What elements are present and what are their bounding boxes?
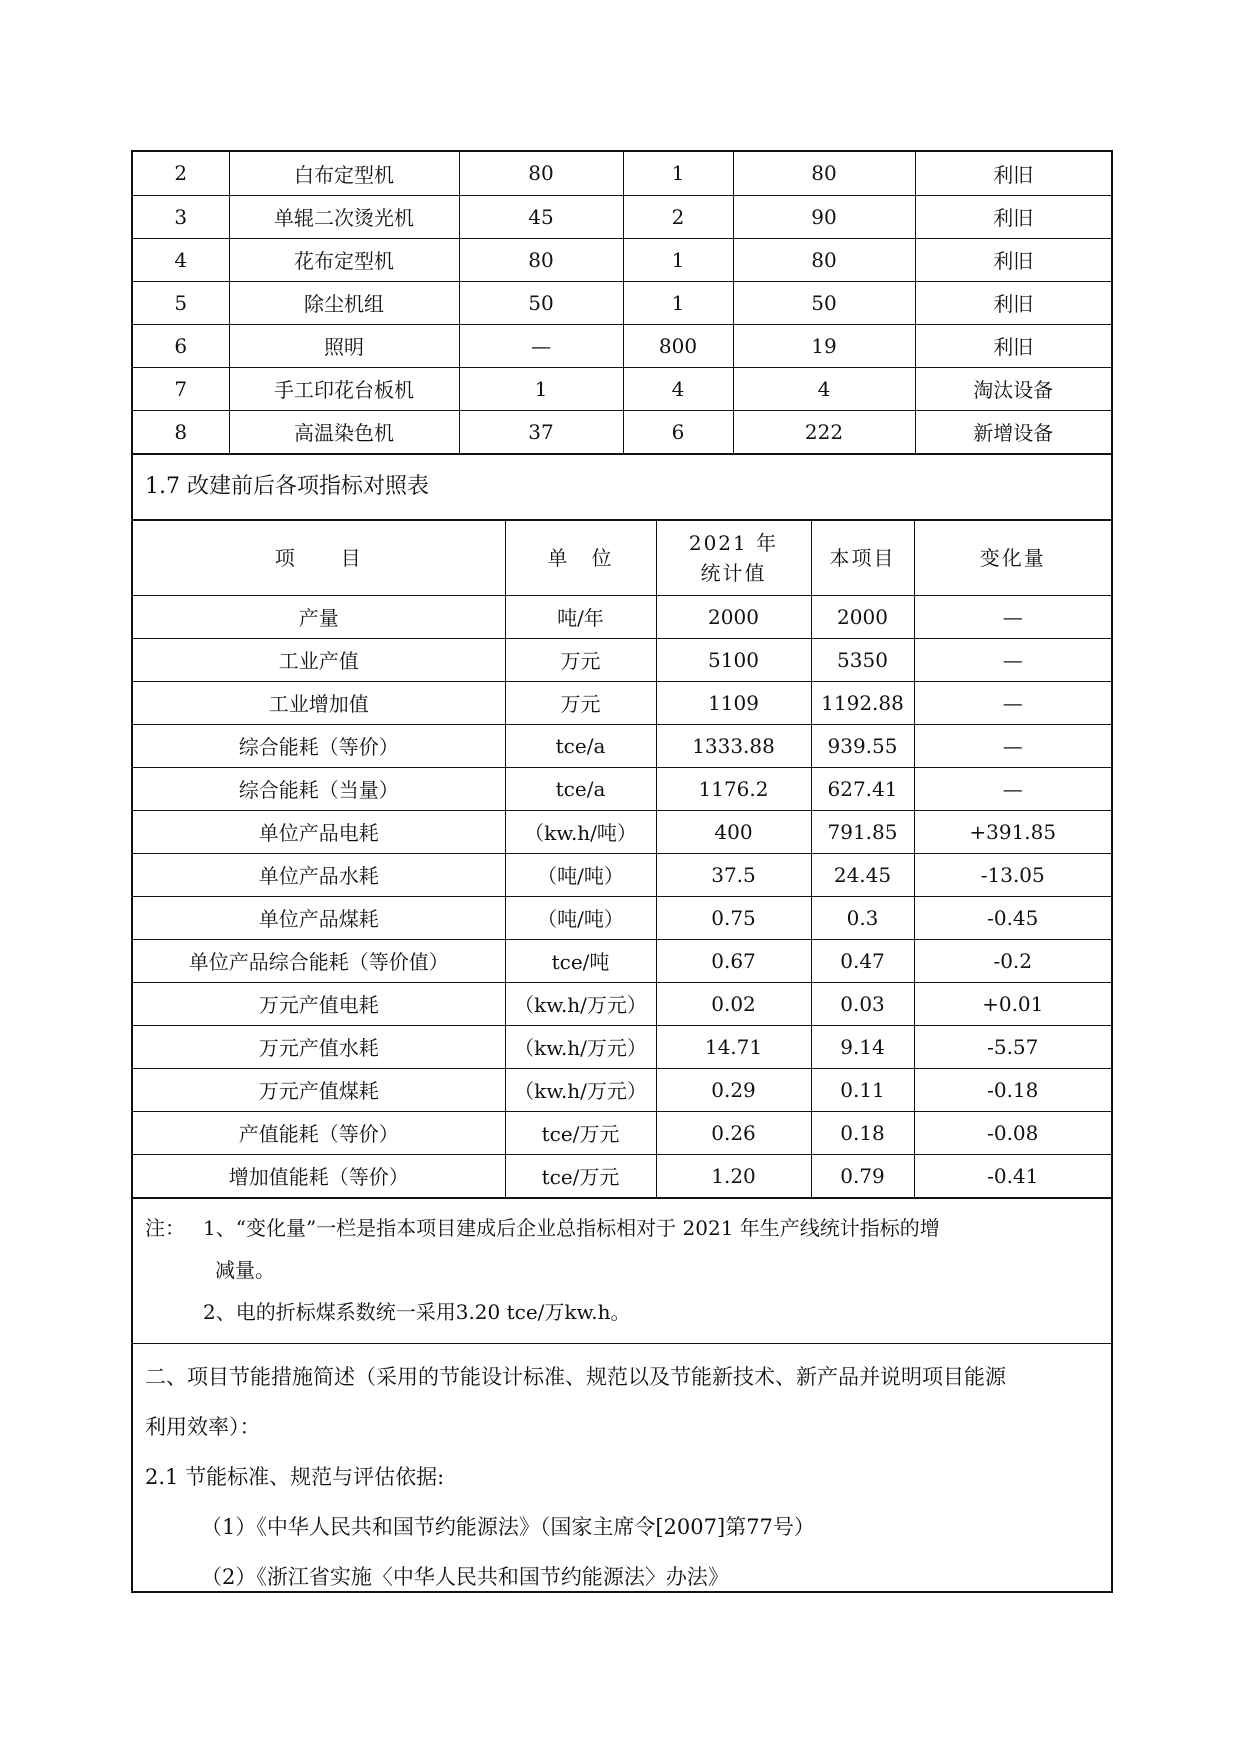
equipment-row bbox=[133, 152, 1111, 195]
comparison-row bbox=[133, 853, 1111, 896]
comparison-cell-change: — bbox=[914, 638, 1111, 681]
comparison-cell-unit: 万元 bbox=[505, 638, 656, 681]
comparison-cell-change: -0.45 bbox=[914, 896, 1111, 939]
equipment-cell-name: 照明 bbox=[229, 324, 459, 367]
comparison-row bbox=[133, 1154, 1111, 1197]
comparison-cell-stat: 14.71 bbox=[656, 1025, 811, 1068]
comparison-row bbox=[133, 1025, 1111, 1068]
equipment-row bbox=[133, 195, 1111, 238]
comparison-cell-project: 1192.88 bbox=[811, 681, 914, 724]
comparison-cell-stat: 1333.88 bbox=[656, 724, 811, 767]
comparison-cell-item: 单位产品煤耗 bbox=[133, 896, 505, 939]
equipment-cell-no: 7 bbox=[133, 367, 229, 410]
comparison-cell-item: 单位产品电耗 bbox=[133, 810, 505, 853]
comparison-cell-project: 0.03 bbox=[811, 982, 914, 1025]
comparison-cell-stat: 0.67 bbox=[656, 939, 811, 982]
equipment-cell-remark: 利旧 bbox=[915, 281, 1111, 324]
comparison-cell-project: 0.47 bbox=[811, 939, 914, 982]
equipment-cell-no: 8 bbox=[133, 410, 229, 453]
comparison-cell-unit: tce/吨 bbox=[505, 939, 656, 982]
equipment-cell-no: 2 bbox=[133, 152, 229, 195]
comparison-cell-item: 工业产值 bbox=[133, 638, 505, 681]
equipment-row bbox=[133, 238, 1111, 281]
comparison-row bbox=[133, 896, 1111, 939]
equipment-cell-remark: 淘汰设备 bbox=[915, 367, 1111, 410]
header-stat-line1: 2021 年 bbox=[688, 530, 779, 555]
equipment-cell-name: 除尘机组 bbox=[229, 281, 459, 324]
section-2 bbox=[133, 1343, 1111, 1594]
equipment-cell-remark: 新增设备 bbox=[915, 410, 1111, 453]
equipment-cell-no: 5 bbox=[133, 281, 229, 324]
header-change: 变化量 bbox=[914, 520, 1111, 595]
comparison-cell-unit: tce/a bbox=[505, 767, 656, 810]
section-2-heading-line-2: 利用效率）： bbox=[145, 1414, 261, 1439]
comparison-cell-unit: 吨/年 bbox=[505, 595, 656, 638]
comparison-cell-change: -13.05 bbox=[914, 853, 1111, 896]
comparison-cell-stat: 0.02 bbox=[656, 982, 811, 1025]
comparison-row bbox=[133, 810, 1111, 853]
comparison-cell-change: — bbox=[914, 681, 1111, 724]
comparison-cell-unit: tce/万元 bbox=[505, 1154, 656, 1197]
comparison-cell-change: -0.18 bbox=[914, 1068, 1111, 1111]
equipment-cell-qty: 1 bbox=[623, 152, 733, 195]
note-1-line-2: 减量。 bbox=[215, 1257, 275, 1282]
equipment-cell-remark: 利旧 bbox=[915, 195, 1111, 238]
equipment-cell-total: 50 bbox=[733, 281, 915, 324]
comparison-row bbox=[133, 681, 1111, 724]
comparison-cell-item: 万元产值水耗 bbox=[133, 1025, 505, 1068]
equipment-cell-no: 3 bbox=[133, 195, 229, 238]
comparison-cell-stat: 1176.2 bbox=[656, 767, 811, 810]
equipment-row bbox=[133, 324, 1111, 367]
comparison-cell-unit: （kw.h/万元） bbox=[505, 1025, 656, 1068]
section-2-heading-line-1: 二、项目节能措施简述（采用的节能设计标准、规范以及节能新技术、新产品并说明项目能源 bbox=[145, 1364, 1006, 1389]
equipment-cell-remark: 利旧 bbox=[915, 324, 1111, 367]
comparison-row bbox=[133, 638, 1111, 681]
equipment-cell-name: 单辊二次烫光机 bbox=[229, 195, 459, 238]
table-notes bbox=[133, 1198, 1111, 1343]
header-stat bbox=[656, 520, 811, 595]
equipment-row bbox=[133, 367, 1111, 410]
comparison-cell-project: 0.18 bbox=[811, 1111, 914, 1154]
comparison-row bbox=[133, 939, 1111, 982]
equipment-cell-power: 37 bbox=[459, 410, 623, 453]
comparison-cell-unit: （kw.h/万元） bbox=[505, 1068, 656, 1111]
equipment-cell-remark: 利旧 bbox=[915, 238, 1111, 281]
section-1-7-title: 1.7 改建前后各项指标对照表 bbox=[133, 454, 1111, 520]
comparison-cell-project: 939.55 bbox=[811, 724, 914, 767]
equipment-cell-total: 222 bbox=[733, 410, 915, 453]
comparison-cell-item: 产量 bbox=[133, 595, 505, 638]
comparison-cell-stat: 1.20 bbox=[656, 1154, 811, 1197]
comparison-cell-item: 综合能耗（当量） bbox=[133, 767, 505, 810]
comparison-cell-stat: 2000 bbox=[656, 595, 811, 638]
notes-lead: 注： bbox=[145, 1215, 185, 1240]
comparison-cell-stat: 0.29 bbox=[656, 1068, 811, 1111]
equipment-cell-qty: 800 bbox=[623, 324, 733, 367]
comparison-cell-unit: tce/万元 bbox=[505, 1111, 656, 1154]
comparison-cell-change: -0.08 bbox=[914, 1111, 1111, 1154]
comparison-cell-change: — bbox=[914, 595, 1111, 638]
equipment-cell-power: 1 bbox=[459, 367, 623, 410]
note-1-line-1: 1、“变化量”一栏是指本项目建成后企业总指标相对于 2021 年生产线统计指标的增 bbox=[203, 1215, 940, 1240]
equipment-row bbox=[133, 410, 1111, 453]
comparison-cell-project: 9.14 bbox=[811, 1025, 914, 1068]
equipment-cell-power: 45 bbox=[459, 195, 623, 238]
comparison-cell-project: 791.85 bbox=[811, 810, 914, 853]
comparison-cell-change: -5.57 bbox=[914, 1025, 1111, 1068]
comparison-cell-project: 24.45 bbox=[811, 853, 914, 896]
equipment-table bbox=[133, 152, 1111, 454]
equipment-cell-qty: 4 bbox=[623, 367, 733, 410]
comparison-cell-change: +0.01 bbox=[914, 982, 1111, 1025]
equipment-cell-qty: 1 bbox=[623, 281, 733, 324]
comparison-cell-item: 综合能耗（等价） bbox=[133, 724, 505, 767]
equipment-cell-total: 80 bbox=[733, 238, 915, 281]
equipment-cell-total: 19 bbox=[733, 324, 915, 367]
comparison-cell-change: +391.85 bbox=[914, 810, 1111, 853]
header-unit: 单 位 bbox=[505, 520, 656, 595]
comparison-row bbox=[133, 767, 1111, 810]
equipment-cell-total: 4 bbox=[733, 367, 915, 410]
equipment-cell-power: 50 bbox=[459, 281, 623, 324]
comparison-cell-item: 万元产值煤耗 bbox=[133, 1068, 505, 1111]
equipment-cell-name: 白布定型机 bbox=[229, 152, 459, 195]
comparison-cell-change: -0.2 bbox=[914, 939, 1111, 982]
comparison-row bbox=[133, 724, 1111, 767]
comparison-cell-stat: 400 bbox=[656, 810, 811, 853]
equipment-row bbox=[133, 281, 1111, 324]
comparison-cell-project: 0.11 bbox=[811, 1068, 914, 1111]
comparison-cell-unit: 万元 bbox=[505, 681, 656, 724]
comparison-cell-item: 产值能耗（等价） bbox=[133, 1111, 505, 1154]
equipment-cell-power: — bbox=[459, 324, 623, 367]
header-stat-line2: 统计值 bbox=[700, 560, 767, 585]
equipment-cell-name: 手工印花台板机 bbox=[229, 367, 459, 410]
equipment-cell-power: 80 bbox=[459, 238, 623, 281]
comparison-cell-item: 单位产品综合能耗（等价值） bbox=[133, 939, 505, 982]
comparison-cell-item: 万元产值电耗 bbox=[133, 982, 505, 1025]
comparison-cell-unit: tce/a bbox=[505, 724, 656, 767]
comparison-cell-unit: （kw.h/万元） bbox=[505, 982, 656, 1025]
comparison-cell-item: 单位产品水耗 bbox=[133, 853, 505, 896]
comparison-cell-item: 增加值能耗（等价） bbox=[133, 1154, 505, 1197]
comparison-cell-stat: 37.5 bbox=[656, 853, 811, 896]
equipment-cell-no: 6 bbox=[133, 324, 229, 367]
header-item: 项 目 bbox=[133, 520, 505, 595]
comparison-cell-project: 0.79 bbox=[811, 1154, 914, 1197]
comparison-cell-project: 2000 bbox=[811, 595, 914, 638]
comparison-cell-unit: （吨/吨） bbox=[505, 853, 656, 896]
comparison-table bbox=[133, 520, 1111, 1198]
comparison-cell-project: 0.3 bbox=[811, 896, 914, 939]
comparison-header-row bbox=[133, 520, 1111, 595]
comparison-cell-unit: （吨/吨） bbox=[505, 896, 656, 939]
equipment-cell-total: 80 bbox=[733, 152, 915, 195]
comparison-cell-unit: （kw.h/吨） bbox=[505, 810, 656, 853]
basis-item: （1）《中华人民共和国节约能源法》（国家主席令[2007]第77号） bbox=[201, 1514, 815, 1539]
equipment-cell-name: 花布定型机 bbox=[229, 238, 459, 281]
comparison-row bbox=[133, 1111, 1111, 1154]
equipment-cell-qty: 1 bbox=[623, 238, 733, 281]
comparison-row bbox=[133, 1068, 1111, 1111]
equipment-cell-qty: 2 bbox=[623, 195, 733, 238]
note-2: 2、电的折标煤系数统一采用3.20 tce/万kw.h。 bbox=[203, 1299, 631, 1324]
comparison-cell-stat: 0.26 bbox=[656, 1111, 811, 1154]
comparison-cell-stat: 0.75 bbox=[656, 896, 811, 939]
header-project: 本项目 bbox=[811, 520, 914, 595]
document-frame bbox=[131, 150, 1113, 1593]
comparison-row bbox=[133, 595, 1111, 638]
comparison-row bbox=[133, 982, 1111, 1025]
equipment-cell-remark: 利旧 bbox=[915, 152, 1111, 195]
equipment-cell-qty: 6 bbox=[623, 410, 733, 453]
comparison-cell-change: — bbox=[914, 767, 1111, 810]
equipment-cell-total: 90 bbox=[733, 195, 915, 238]
comparison-cell-project: 627.41 bbox=[811, 767, 914, 810]
note-1 bbox=[145, 1207, 1099, 1249]
section-2-1-heading: 2.1 节能标准、规范与评估依据: bbox=[145, 1464, 445, 1489]
equipment-cell-name: 高温染色机 bbox=[229, 410, 459, 453]
comparison-cell-item: 工业增加值 bbox=[133, 681, 505, 724]
comparison-cell-change: -0.41 bbox=[914, 1154, 1111, 1197]
comparison-cell-stat: 1109 bbox=[656, 681, 811, 724]
comparison-cell-change: — bbox=[914, 724, 1111, 767]
basis-item: （2）《浙江省实施〈中华人民共和国节约能源法〉办法》 bbox=[201, 1564, 729, 1589]
comparison-cell-stat: 5100 bbox=[656, 638, 811, 681]
equipment-cell-power: 80 bbox=[459, 152, 623, 195]
equipment-cell-no: 4 bbox=[133, 238, 229, 281]
comparison-cell-project: 5350 bbox=[811, 638, 914, 681]
